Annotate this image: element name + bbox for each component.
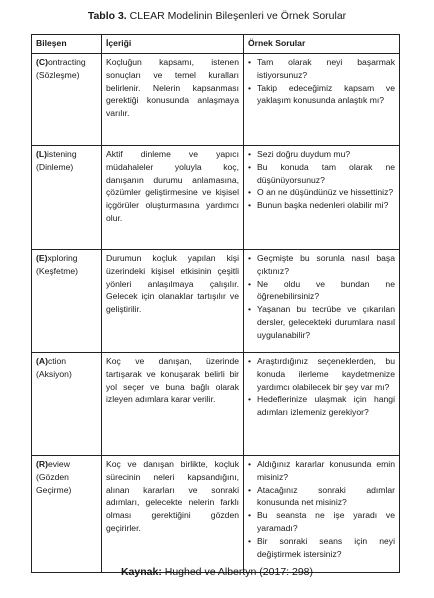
question-list [248,252,395,342]
content-cell [102,456,244,573]
clear-model-table [31,34,400,573]
stage-turkish: (Sözleşme) [36,69,80,80]
question-item: • Sezi doğru duydum mu? [248,148,395,161]
stage-letter: (A) [36,356,48,366]
caption-text: CLEAR Modelinin Bileşenleri ve Örnek Sorular [126,10,347,22]
content-cell [102,250,244,353]
stage-turkish: (Aksiyon) [36,368,72,379]
stage-cell [32,456,102,573]
source-text: Hughed ve Albertyn (2017: 298) [161,566,314,578]
question-list [248,56,395,107]
question-item: • Geçmişte bu sorunla nasıl başa çıktınız? [248,252,395,278]
questions-cell [244,250,400,353]
question-item: • Bunun başka nedenleri olabilir mi? [248,199,395,212]
stage-name: ontracting [47,57,86,67]
stage-letter: (C) [36,57,48,67]
content-text: Aktif dinleme ve yapıcı müdahaleler yoluyla koç, danışanın durumu anlamasına, çözümler geliştirmesine ve kişisel içgörüler oluşturmasına yardımcı olur. [106,149,239,223]
table-header-row [32,35,400,54]
stage-letter: (E) [36,253,48,263]
stage-cell [32,353,102,456]
questions-cell [244,146,400,250]
content-text: Koç ve danışan birlikte, koçluk sürecinin neleri kapsandığını, alınan kararları ve sonraki adımları, gelecekte nelerin farklı olması gerektiğini gözden geçirirler. [106,459,239,533]
stage-turkish: (Keşfetme) [36,265,79,276]
question-item: • Bir sonraki seans için neyi değiştirmek istersiniz? [248,535,395,561]
stage-letter: (R) [36,459,48,469]
question-item: • Aldığınız kararlar konusunda emin misiniz? [248,458,395,484]
caption-label: Tablo 3. [87,10,127,22]
header-component: Bileşen [32,35,102,54]
stage-name: istening [46,149,77,159]
stage-name: ction [47,356,67,366]
content-text: Durumun koçluk yapılan kişi üzerindeki kişisel etkisinin çeşitli yönleri anlaşılmaya çalışılır. Gelecek için olanaklar tartışılır ve geliştirilir. [106,253,239,315]
question-item: • Atacağınız sonraki adımlar konusunda net misiniz? [248,484,395,510]
table-source [0,566,434,579]
question-item: • Hedeflerinize ulaşmak için hangi adımları izlemeniz gerekiyor? [248,393,395,419]
content-cell [102,146,244,250]
stage-letter: (L) [36,149,47,159]
content-text: Koçluğun kapsamı, istenen sonuçları ve temel kuralları belirlenir. Nelerin kapsanması gerektiği konusunda anlaşmaya varılır. [106,57,239,119]
header-sample-questions: Örnek Sorular [244,35,400,54]
stage-name: xploring [47,253,78,263]
table-row [32,54,400,146]
content-cell [102,54,244,146]
question-item: • Tam olarak neyi başarmak istiyorsunuz? [248,56,395,82]
stage-cell [32,54,102,146]
question-item: • Yaşanan bu tecrübe ve çıkarılan dersler, gelecekteki durumlara nasıl uygulanabilir? [248,303,395,341]
question-list [248,148,395,212]
question-item: • Araştırdığınız seçeneklerden, bu konuda ilerleme kaydetmenize yardımcı olabilecek bir şey var mı? [248,355,395,393]
question-list [248,355,395,419]
stage-turkish: (Dinleme) [36,161,74,172]
content-text: Koç ve danışan, üzerinde tartışarak ve konuşarak belirli bir yol seçer ve buna bağlı olarak izleyen adımlara karar verilir. [106,356,239,405]
questions-cell [244,54,400,146]
table-caption [0,10,434,23]
questions-cell [244,353,400,456]
question-item: • O an ne düşündünüz ve hissettiniz? [248,186,395,199]
stage-cell [32,250,102,353]
question-list [248,458,395,560]
question-item: • Takip edeceğimiz kapsam ve yaklaşım konusunda anlaştık mı? [248,82,395,108]
table-row [32,250,400,353]
stage-turkish: (Gözden Geçirme) [36,471,72,495]
content-cell [102,353,244,456]
header-content: İçeriği [102,35,244,54]
stage-name: eview [47,459,70,469]
table-row [32,456,400,573]
table-row [32,353,400,456]
questions-cell [244,456,400,573]
question-item: • Bu konuda tam olarak ne düşünüyorsunuz? [248,161,395,187]
question-item: • Ne oldu ve bundan ne öğrenebilirsiniz? [248,278,395,304]
source-label: Kaynak: [120,566,162,578]
question-item: • Bu seansta ne işe yaradı ve yaramadı? [248,509,395,535]
table-row [32,146,400,250]
stage-cell [32,146,102,250]
